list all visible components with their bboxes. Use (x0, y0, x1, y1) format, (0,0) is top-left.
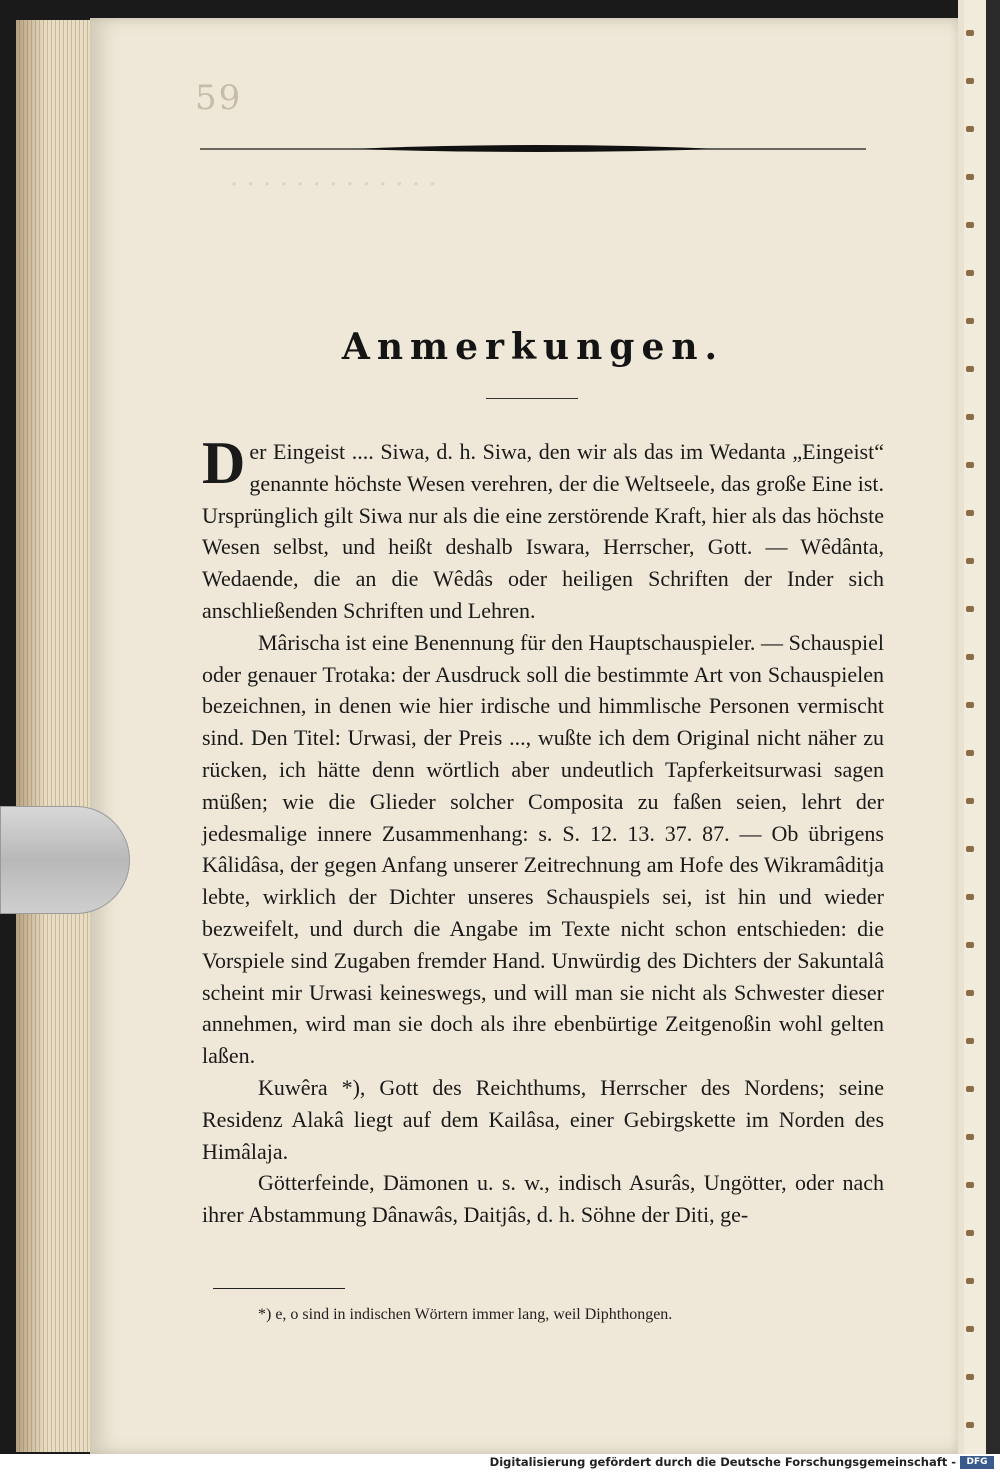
binding-stitch (966, 462, 974, 468)
binding-stitch (966, 1182, 974, 1188)
footer-credit: Digitalisierung gefördert durch die Deutsche Forschungsgemeinschaft - (489, 1455, 956, 1469)
footnote: *) e, o sind in indischen Wörtern immer lang, weil Diphthongen. (258, 1306, 673, 1323)
binding-stitch (966, 1134, 974, 1140)
binding-stitch (966, 510, 974, 516)
binding-stitch (966, 654, 974, 660)
binding-stitch (966, 846, 974, 852)
binding-stitch (966, 126, 974, 132)
page-stack-shadow (16, 20, 46, 1452)
binding-stitch (966, 558, 974, 564)
binding-stitch (966, 270, 974, 276)
binding-stitch (966, 414, 974, 420)
notes-body (202, 430, 884, 1231)
header-rule-ornament (200, 120, 866, 160)
binding-strip (964, 0, 988, 1472)
binding-stitch (966, 1374, 974, 1380)
binding-stitch (966, 78, 974, 84)
binding-stitch (966, 30, 974, 36)
paragraph-1 (202, 430, 884, 627)
drop-cap: D (202, 430, 246, 496)
binding-stitch (966, 174, 974, 180)
page-marker-tab (0, 806, 130, 914)
binding-stitch (966, 1086, 974, 1092)
binding-stitch (966, 798, 974, 804)
binding-stitch (966, 1422, 974, 1428)
binding-stitch (966, 750, 974, 756)
binding-stitch (966, 366, 974, 372)
binding-stitch (966, 894, 974, 900)
binding-stitch (966, 702, 974, 708)
binding-stitch (966, 990, 974, 996)
footnote-rule (213, 1288, 345, 1289)
paragraph-2: Mârischa ist eine Benennung für den Hauptschauspieler. — Schauspiel oder genauer Trotaka: der Ausdruck soll die bestimmte Art von Schauspielen bezeichnen, in denen wie hier irdische und himmlische Personen vermischt sind. Den Titel: Urwasi, der Preis ..., wußte ich dem Original nicht näher zu rücken, ich hätte denn wörtlich aber undeutlich Tapferkeitsurwasi sagen müßen; wie die Glieder solcher Composita zu faßen seien, lehrt der jedesmalige innere Zusammenhang: s. S. 12. 13. 37. 87. — Ob übrigens Kâlidâsa, der gegen Anfang unserer Zeitrechnung am Hofe des Wikramâditja lebte, wirklich der Dichter unseres Schauspiels sei, ist hin und wieder bezweifelt, und durch die Angabe im Texte nicht schon entschieden: die Vorspiele sind Zugaben fremder Hand. Unwürdig des Dichters der Sakuntalâ scheint mir Urwasi keineswegs, und will man sie nicht als Schwester dieser annehmen, wird man sie doch als ihre ebenbürtige Zeitgenoßin wohl gelten laßen. (202, 629, 884, 1069)
dfg-logo: DFG (960, 1456, 994, 1469)
binding-stitch (966, 606, 974, 612)
paragraph-text: er Eingeist .... Siwa, d. h. Siwa, den wir als das im Wedanta „Eingeist“ genannte höchste Wesen verehren, der die Weltseele, das große Eine ist. Ursprünglich gilt Siwa nur als die eine zerstörende Kraft, hier als das höchste Wesen selbst, und heißt deshalb Iswara, Herrscher, Gott. — Wêdânta, Wedaende, die an die Wêdâs oder heiligen Schriften der Inder sich anschließenden Schriften und Lehren. (202, 439, 884, 623)
spine-shadow (986, 0, 1000, 1472)
binding-stitch (966, 1230, 974, 1236)
binding-stitch (966, 318, 974, 324)
page-title: Anmerkungen. (341, 326, 725, 368)
paragraph-3: Kuwêra *), Gott des Reichthums, Herrscher des Nordens; seine Residenz Alakâ liegt auf dem Kailâsa, einer Gebirgskette im Norden des Himâlaja. (202, 1074, 884, 1164)
binding-stitch (966, 1038, 974, 1044)
binding-stitch (966, 942, 974, 948)
binding-stitch (966, 1326, 974, 1332)
paragraph-4: Götterfeinde, Dämonen u. s. w., indisch Asurâs, Ungötter, oder nach ihrer Abstammung Dânawâs, Daitjâs, d. h. Söhne der Diti, ge- (202, 1170, 884, 1228)
bleed-through-text: · · · · · · · · · · · · · (230, 170, 437, 200)
binding-stitch (966, 1278, 974, 1284)
page-number: 59 (195, 78, 243, 118)
title-underline (486, 398, 578, 399)
binding-stitch (966, 222, 974, 228)
